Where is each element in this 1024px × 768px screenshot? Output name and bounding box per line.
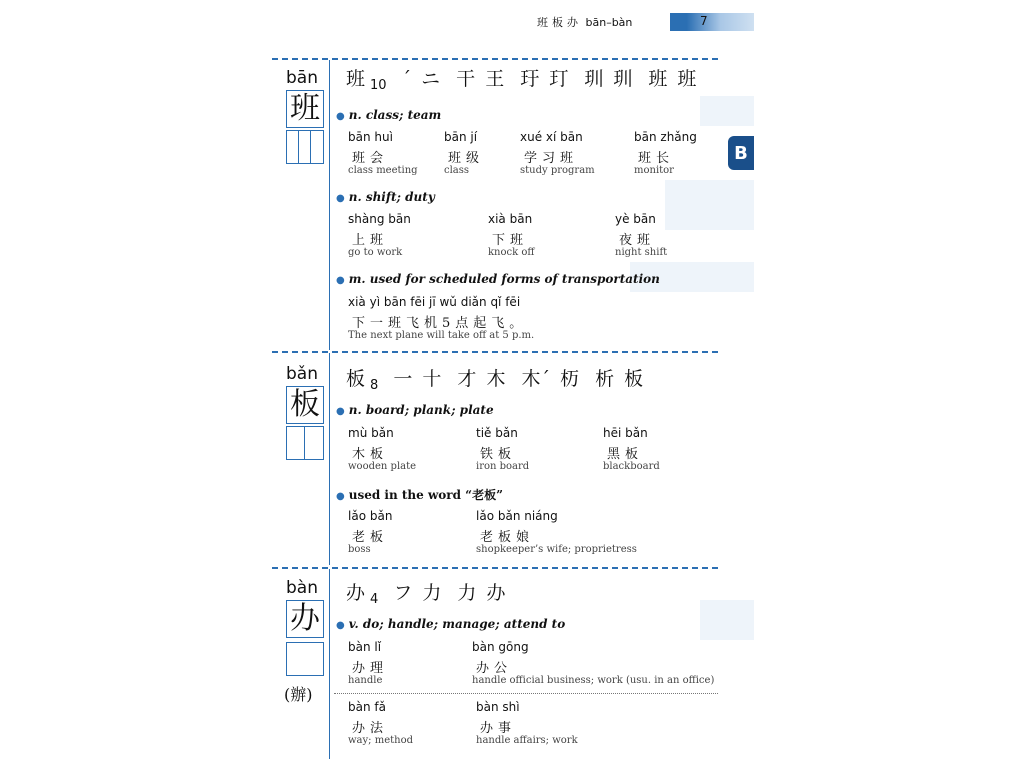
writing-grid — [286, 130, 324, 164]
word-item: shàng bān 上班 go to work — [348, 212, 411, 258]
word-item: lǎo bǎn 老板 boss — [348, 509, 393, 555]
sense-label: ● m. used for scheduled forms of transportation — [336, 272, 660, 286]
entry-character: 班 — [286, 90, 324, 128]
word-item: bān jí 班级 class — [444, 130, 485, 176]
word-item: yè bān 夜班 night shift — [615, 212, 668, 258]
word-item: tiě bǎn 铁板 iron board — [476, 426, 530, 472]
word-item: mù bǎn 木板 wooden plate — [348, 426, 417, 472]
word-item: lǎo bǎn niáng 老板娘 shopkeeper’s wife; proprietress — [476, 509, 637, 555]
background-shade — [700, 600, 754, 640]
entry-pinyin: bàn — [286, 578, 318, 598]
sense-label: ● n. board; plank; plate — [336, 403, 494, 417]
dotted-separator — [334, 693, 718, 694]
word-item: xià bān 下班 knock off — [488, 212, 535, 258]
word-item: hēi bǎn 黑板 blackboard — [603, 426, 660, 472]
column-rule — [329, 569, 330, 759]
page-number: 7 — [700, 14, 708, 28]
header-chars: 班板办 — [537, 16, 582, 29]
sense-label: ● v. do; handle; manage; attend to — [336, 617, 566, 631]
running-header — [537, 14, 632, 30]
entry-divider — [272, 58, 718, 60]
column-rule — [329, 353, 330, 565]
section-tab: B — [728, 136, 754, 170]
word-item: bàn shì 办事 handle affairs; work — [476, 700, 578, 746]
stroke-order: 板 $_8$ 一 十 才 木 木ˊ 杤 析 板 — [346, 368, 644, 393]
header-bar — [670, 13, 754, 31]
entry-pinyin: bǎn — [286, 364, 318, 384]
stroke-order: 办 $_4$ フ 力 力 办 — [346, 582, 506, 607]
entry-character: 板 — [286, 386, 324, 424]
stroke-order: 班 $_{10}$ ˊ ニ 干 王 玗 玎 玔 玔 班 班 — [346, 68, 697, 93]
entry-divider — [272, 567, 718, 569]
word-item: xué xí bān 学习班 study program — [520, 130, 595, 176]
sense-label: ● n. shift; duty — [336, 190, 435, 204]
background-shade — [665, 180, 754, 230]
entry-divider — [272, 351, 718, 353]
writing-grid — [286, 426, 324, 460]
column-rule — [329, 60, 330, 350]
traditional-form: (辦) — [284, 685, 313, 704]
word-item: bān zhǎng 班长 monitor — [634, 130, 697, 176]
background-shade — [700, 96, 754, 126]
header-pinyin-range: bān–bàn — [585, 16, 633, 29]
word-item: bān huì 班会 class meeting — [348, 130, 418, 176]
word-item: bàn fǎ 办法 way; method — [348, 700, 413, 746]
word-item: bàn gōng 办公 handle official business; work (usu. in an office) — [472, 640, 715, 686]
sense-label: ● n. class; team — [336, 108, 442, 122]
word-item: bàn lǐ 办理 handle — [348, 640, 389, 686]
entry-pinyin: bān — [286, 68, 318, 88]
entry-character: 办 — [286, 600, 324, 638]
writing-grid — [286, 642, 324, 676]
example-sentence: xià yì bān fēi jī wǔ diǎn qǐ fēi 下一班飞机5点起飞。 The next plane will take off at 5 p.m. — [348, 295, 535, 341]
sense-label: ● used in the word “老板” — [336, 488, 503, 502]
